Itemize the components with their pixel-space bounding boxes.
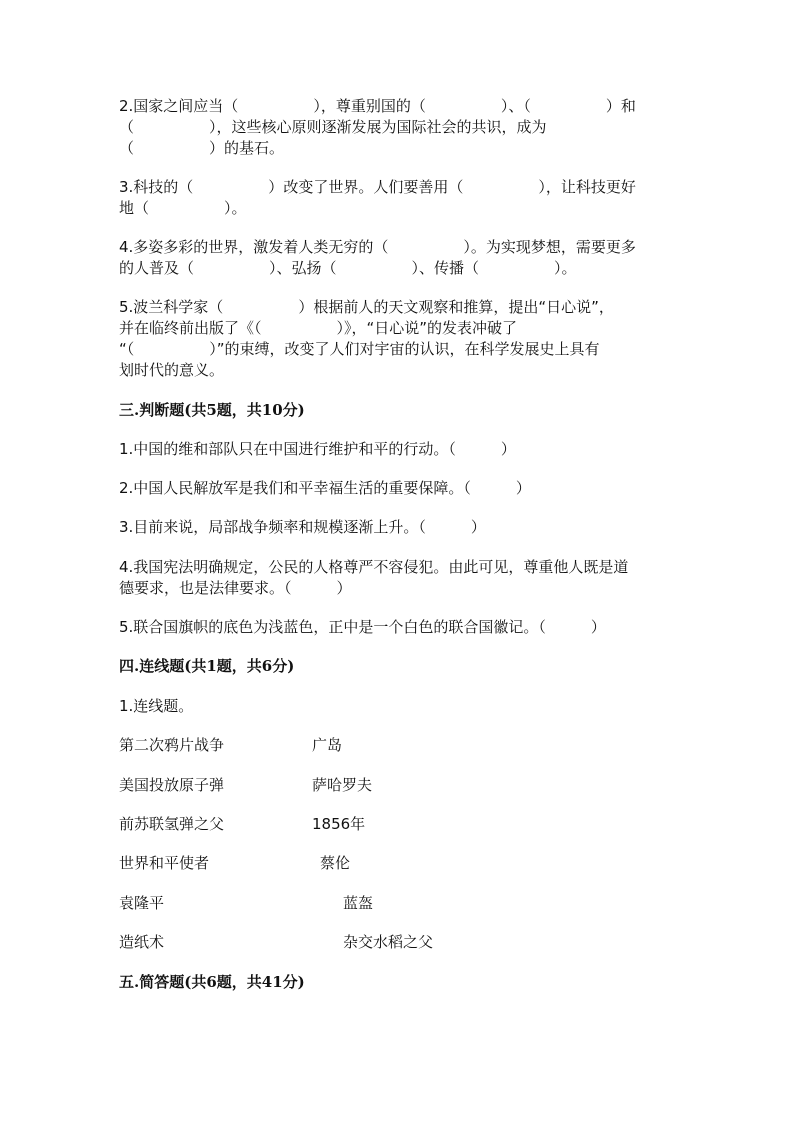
match-right-1: 广岛 — [312, 736, 343, 754]
q2-line-3: （ ）的基石。 — [119, 139, 285, 157]
match-left-1: 第二次鸦片战争 — [119, 736, 225, 754]
match-right-5: 蓝盔 — [343, 894, 374, 912]
section5-heading: 五.简答题(共6题，共41分) — [119, 973, 305, 991]
match-left-6: 造纸术 — [119, 933, 165, 951]
q3-line-2: 地（ ）。 — [119, 199, 247, 217]
q4-line-1: 4.多姿多彩的世界，激发着人类无穷的（ ）。为实现梦想，需要更多 — [119, 238, 636, 256]
s3-q4-line-2: 德要求，也是法律要求。（ ） — [119, 579, 352, 597]
s3-q3: 3.目前来说，局部战争频率和规模逐渐上升。（ ） — [119, 518, 486, 536]
q5-line-1: 5.波兰科学家（ ）根据前人的天文观察和推算，提出“日心说”， — [119, 298, 614, 316]
match-left-2: 美国投放原子弹 — [119, 776, 225, 794]
q5-line-4: 划时代的意义。 — [119, 361, 225, 379]
match-right-3: 1856年 — [312, 815, 366, 833]
s3-q2: 2.中国人民解放军是我们和平幸福生活的重要保障。（ ） — [119, 479, 531, 497]
match-left-3: 前苏联氢弹之父 — [119, 815, 225, 833]
match-left-4: 世界和平使者 — [119, 854, 210, 872]
match-right-4: 蔡伦 — [320, 854, 351, 872]
match-right-6: 杂交水稻之父 — [343, 933, 434, 951]
s3-q1: 1.中国的维和部队只在中国进行维护和平的行动。（ ） — [119, 440, 516, 458]
q4-line-2: 的人普及（ ）、弘扬（ ）、传播（ ）。 — [119, 259, 577, 277]
s3-q5: 5.联合国旗帜的底色为浅蓝色，正中是一个白色的联合国徽记。（ ） — [119, 618, 606, 636]
s3-q4-line-1: 4.我国宪法明确规定，公民的人格尊严不容侵犯。由此可见，尊重他人既是道 — [119, 558, 629, 576]
section3-heading: 三.判断题(共5题，共10分) — [119, 401, 305, 419]
q3-line-1: 3.科技的（ ）改变了世界。人们要善用（ ），让科技更好 — [119, 178, 636, 196]
q5-line-3: “（ ）”的束缚，改变了人们对宇宙的认识，在科学发展史上具有 — [119, 340, 600, 358]
q2-line-2: （ ），这些核心原则逐渐发展为国际社会的共识，成为 — [119, 118, 547, 136]
q2-line-1: 2.国家之间应当（ ），尊重别国的（ ）、（ ）和 — [119, 97, 636, 115]
q5-line-2: 并在临终前出版了《（ ）》，“日心说”的发表冲破了 — [119, 319, 518, 337]
s4-question: 1.连线题。 — [119, 697, 194, 715]
match-left-5: 袁隆平 — [119, 894, 165, 912]
match-right-2: 萨哈罗夫 — [312, 776, 373, 794]
section4-heading: 四.连线题(共1题，共6分) — [119, 657, 295, 675]
